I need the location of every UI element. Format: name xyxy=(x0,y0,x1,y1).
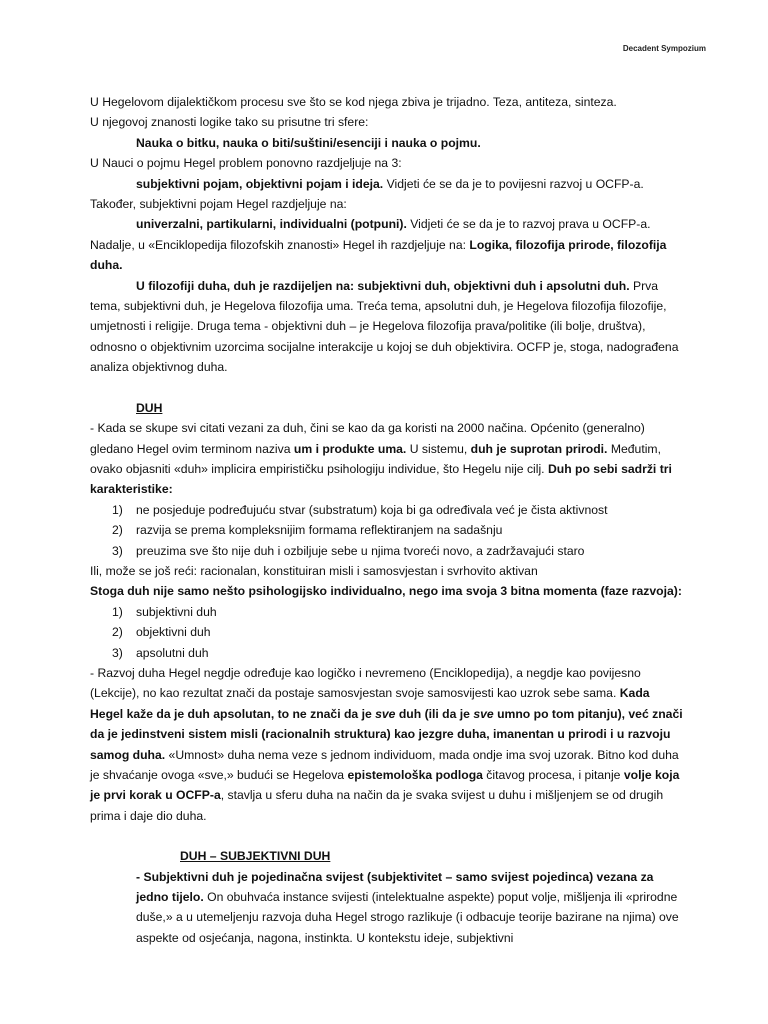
philosophy-of-spirit-paragraph: U filozofiji duha, duh je razdijeljen na: subjektivni duh, objektivni duh i apsolutni duh. Prva tema, subjektivni duh, je Hegelova filozofija uma. Treća tema, apsolutni duh, je Hegelova filozofija filozofije, umjetnosti i religije. Druga tema - objektivni duh – je Hegelova filozofija prava/politike (ili bolje, društva), odnosno o objektivnim uzorcima socijalne interakcije u kojoj se duh objektivira. OCFP je, stoga, nadograđena analiza objektivnog duha. xyxy=(90,278,679,375)
list-item: 1) subjektivni duh xyxy=(112,604,217,619)
duh-line: Stoga duh nije samo nešto psihologijsko individualno, nego ima svoja 3 bitna momenta (faze razvoja): xyxy=(90,584,682,599)
duh-paragraph: - Kada se skupe svi citati vezani za duh, čini se kao da ga koristi na 2000 načina. Općenito (generalno) gledano Hegel ovim terminom naziva um i produkte uma. U sistemu, duh je suprotan prirodi. Međutim, ovako objasniti «duh» implicira empirističku psihologiju individue, što Hegelu nije cilj. Duh po sebi sadrži tri karakteristike: xyxy=(90,421,672,497)
list-item: 3) apsolutni duh xyxy=(112,645,209,660)
intro-line: Nadalje, u «Enciklopedija filozofskih znanosti» Hegel ih razdjeljuje na: Logika, filozofija prirode, filozofija duha. xyxy=(90,237,667,273)
intro-line: Nauka o bitku, nauka o biti/suštini/esenciji i nauka o pojmu. xyxy=(136,135,481,150)
intro-line: subjektivni pojam, objektivni pojam i ideja. Vidjeti će se da je to povijesni razvoj u OCFP-a. xyxy=(136,176,644,191)
section-heading-duh: DUH xyxy=(136,400,163,415)
page-header: Decadent Sympozium xyxy=(622,44,706,53)
document-body xyxy=(90,92,686,948)
intro-line: U Hegelovom dijalektičkom procesu sve što se kod njega zbiva je trijadno. Teza, antiteza, sinteza. xyxy=(90,95,617,109)
intro-line: U Nauci o pojmu Hegel problem ponovno razdjeljuje na 3: xyxy=(90,156,402,171)
moments-list xyxy=(90,602,686,663)
duh-line: Ili, može se još reći: racionalan, konstituiran misli i samosvjestan i svrhovito aktivan xyxy=(90,563,538,578)
list-item: 2) objektivni duh xyxy=(112,625,211,640)
duh-development-paragraph: - Razvoj duha Hegel negdje određuje kao logičko i nevremeno (Enciklopedija), a negdje kao povijesno (Lekcije), no kao rezultat znači da postaje samosvjestan svoje samosvijesti kao uzrok sebe sama. Kada Hegel kaže da je duh apsolutan, to ne znači da je sve duh (ili da je sve umno po tom pitanju), već znači da je jedinstveni sistem misli (racionalnih struktura) kao jezgre duha, imanentan u prirodi i u razvoju samog duha. «Umnost» duha nema veze s jednom individuom, mada ondje ima svoj uzorak. Bitno kod duha je shvaćanje ovoga «sve,» budući se Hegelova epistemološka podloga čitavog procesa, i pitanje volje koja je prvi korak u OCFP-a, stavlja u sferu duha na način da je svaka svijest u duhu i mišljenjem se od drugih prima i daje dio duha. xyxy=(90,665,683,823)
list-item: 3) preuzima sve što nije duh i ozbiljuje sebe u njima tvoreći novo, a zadržavajući staro xyxy=(112,543,585,558)
intro-line: U njegovoj znanosti logike tako su prisutne tri sfere: xyxy=(90,115,369,130)
subjective-spirit-paragraph: - Subjektivni duh je pojedinačna svijest (subjektivitet – samo svijest pojedinca) vezana za jedno tijelo. On obuhvaća instance svijesti (intelektualne aspekte) poput volje, mišljenja ili «prirodne duše,» a u utemeljenju razvoja duha Hegel strogo razlikuje (i odbacuje teorije bazirane na njima) ove aspekte od osjećanja, nagona, instinkta. U kontekstu ideje, subjektivni xyxy=(136,869,679,945)
section-heading-subjective-spirit: DUH – SUBJEKTIVNI DUH xyxy=(180,849,331,864)
intro-line: Također, subjektivni pojam Hegel razdjeljuje na: xyxy=(90,197,347,212)
list-item: 2) razvija se prema kompleksnijim formama reflektiranjem na sadašnju xyxy=(112,523,503,538)
characteristics-list xyxy=(90,500,686,561)
intro-line: univerzalni, partikularni, individualni (potpuni). Vidjeti će se da je to razvoj prava u OCFP-a. xyxy=(136,217,651,232)
list-item: 1) ne posjeduje podređujuću stvar (substratum) koja bi ga određivala već je čista aktivnost xyxy=(112,502,608,517)
